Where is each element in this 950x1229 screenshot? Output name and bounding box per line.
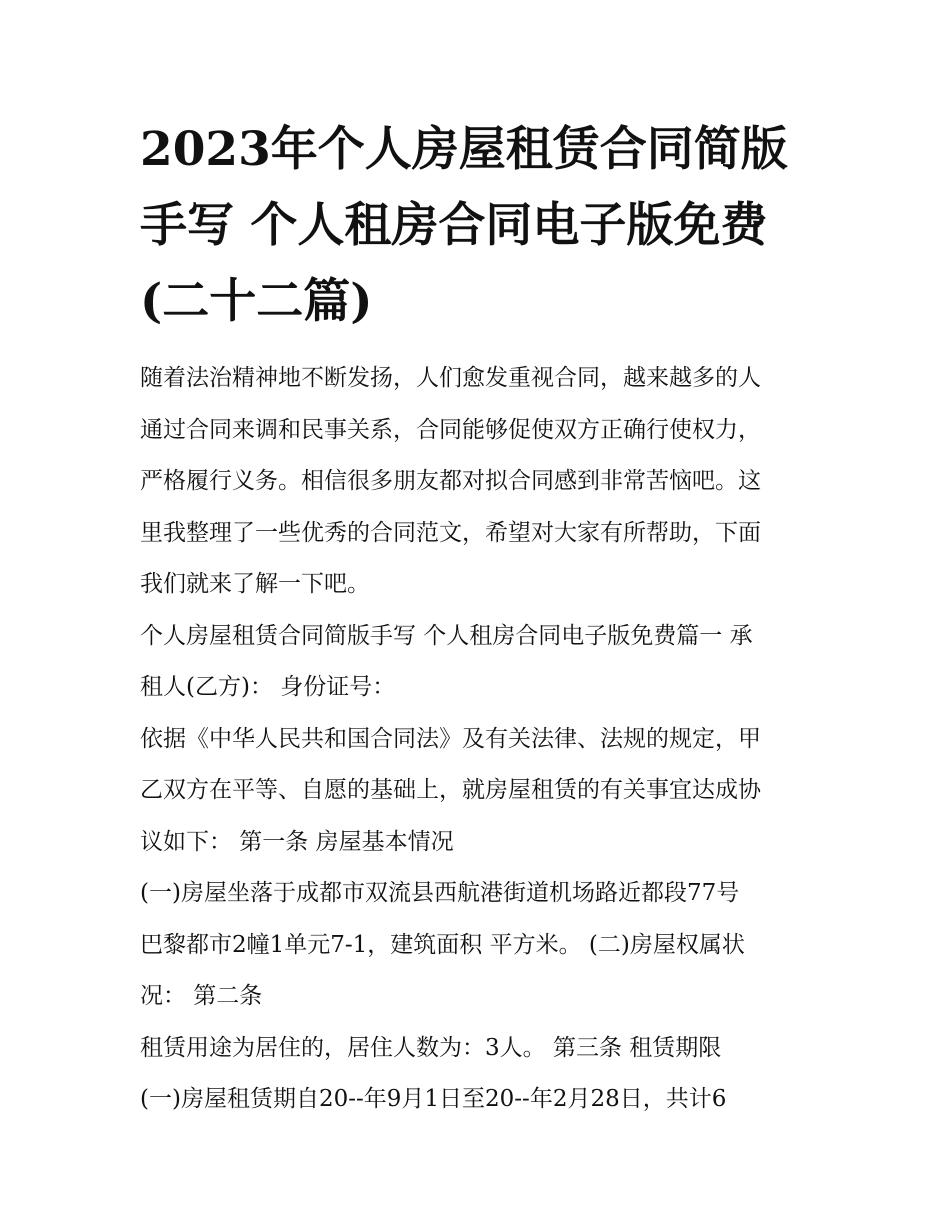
body-line: 租人(乙方)： 身份证号： <box>140 674 396 700</box>
body-line: 依据《中华人民共和国合同法》及有关法律、法规的规定，甲 <box>140 725 761 752</box>
document-body <box>140 353 820 1126</box>
body-line: (一)房屋坐落于成都市双流县西航港街道机场路近都段77号 <box>140 880 740 906</box>
body-line: 里我整理了一些优秀的合同范文，希望对大家有所帮助，下面 <box>140 519 761 546</box>
body-line: 随着法治精神地不断发扬，人们愈发重视合同，越来越多的人 <box>140 365 761 391</box>
body-line: 租赁用途为居住的，居住人数为：3人。 第三条 租赁期限 <box>140 1034 722 1061</box>
body-line: 个人房屋租赁合同简版手写 个人租房合同电子版免费篇一 承 <box>140 622 753 649</box>
title-line: 手写 个人租房合同电子版免费 <box>140 198 768 253</box>
body-line: 巴黎都市2幢1单元7-1，建筑面积 平方米。 (二)房屋权属状 <box>140 931 745 958</box>
body-line: 严格履行义务。相信很多朋友都对拟合同感到非常苦恼吧。这 <box>140 468 761 494</box>
body-line: 通过合同来调和民事关系，合同能够促使双方正确行使权力， <box>140 416 761 443</box>
title-line: 2023年个人房屋租赁合同简版 <box>140 122 788 177</box>
body-line: 我们就来了解一下吧。 <box>140 571 370 597</box>
title-line: (二十二篇) <box>140 274 373 329</box>
body-line: 议如下： 第一条 房屋基本情况 <box>140 828 454 855</box>
document-title <box>140 112 830 340</box>
body-line: (一)房屋租赁期自20--年9月1日至20--年2月28日，共计6 <box>140 1086 727 1112</box>
body-line: 乙双方在平等、自愿的基础上，就房屋租赁的有关事宜达成协 <box>140 777 761 803</box>
body-line: 况： 第二条 <box>140 983 263 1009</box>
